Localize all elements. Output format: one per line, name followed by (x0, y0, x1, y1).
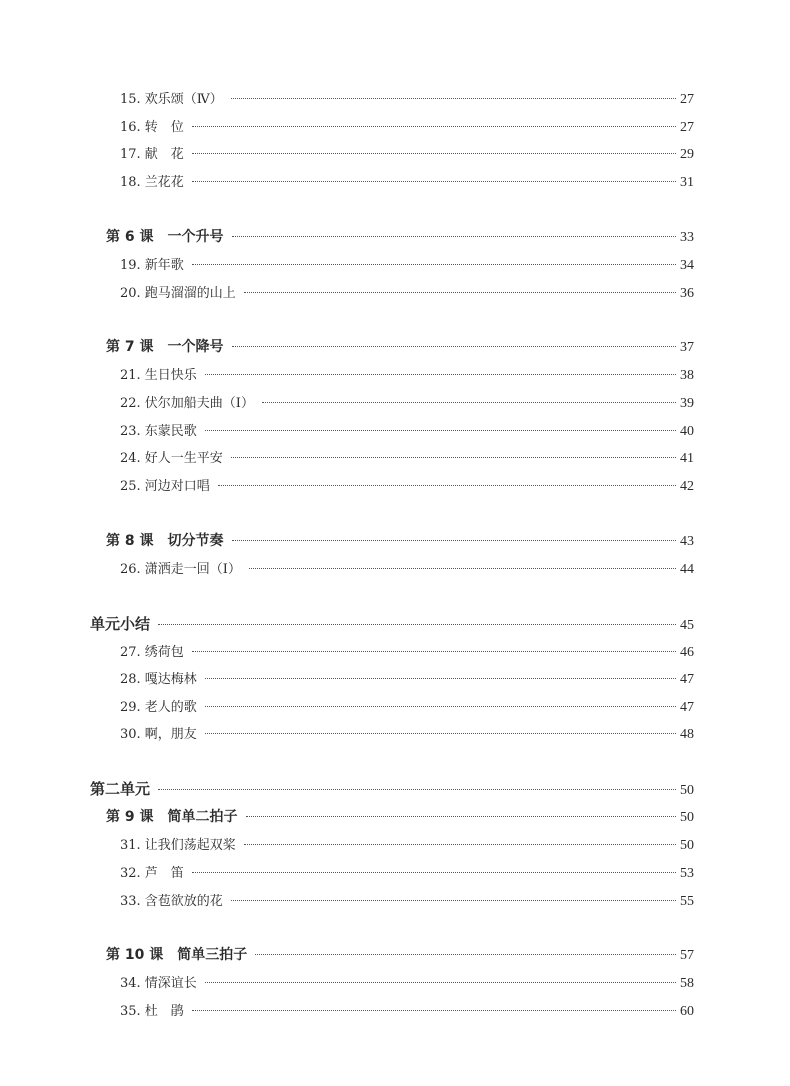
page-number: 45 (680, 618, 694, 633)
entry-title: 23. 东蒙民歌 (120, 424, 197, 439)
entry-title: 35. 杜 鹃 (120, 1004, 184, 1019)
dot-leader (205, 678, 676, 679)
page-number: 60 (680, 1004, 694, 1019)
entry-title: 第 10 课 简单三拍子 (106, 947, 248, 963)
dot-leader (158, 624, 676, 625)
entry-title: 18. 兰花花 (120, 175, 184, 190)
entry-title: 31. 让我们荡起双桨 (120, 838, 236, 853)
toc-entry (120, 723, 694, 743)
entry-title: 19. 新年歌 (120, 258, 184, 273)
page-number: 46 (680, 645, 694, 660)
page-number: 38 (680, 368, 694, 383)
toc-entry (120, 254, 694, 274)
dot-leader (192, 872, 676, 873)
dot-leader (158, 789, 676, 790)
entry-title: 30. 啊，朋友 (120, 727, 197, 742)
page-number: 57 (680, 948, 694, 963)
toc-entry (120, 696, 694, 716)
toc-entry (120, 282, 694, 302)
dot-leader (249, 568, 676, 569)
page-number: 34 (680, 258, 694, 273)
toc-entry (120, 1000, 694, 1020)
entry-title: 15. 欢乐颂（Ⅳ） (120, 92, 223, 107)
dot-leader (192, 264, 676, 265)
dot-leader (231, 457, 676, 458)
toc-lesson-heading (106, 530, 694, 550)
page-number: 29 (680, 147, 694, 162)
toc-lesson-heading (106, 944, 694, 964)
toc-entry (120, 392, 694, 412)
entry-title: 20. 跑马溜溜的山上 (120, 286, 236, 301)
dot-leader (192, 651, 676, 652)
toc-entry (120, 447, 694, 467)
toc-entry (120, 890, 694, 910)
entry-title: 22. 伏尔加船夫曲（Ⅰ） (120, 396, 254, 411)
toc-lesson-heading (106, 336, 694, 356)
dot-leader (231, 98, 676, 99)
dot-leader (192, 126, 676, 127)
toc-unit-heading (90, 778, 694, 799)
page-number: 27 (680, 120, 694, 135)
toc-entry (120, 475, 694, 495)
dot-leader (205, 733, 676, 734)
dot-leader (205, 374, 676, 375)
toc-entry (120, 668, 694, 688)
entry-title: 28. 嘎达梅林 (120, 672, 197, 687)
page-number: 58 (680, 976, 694, 991)
page-number: 42 (680, 479, 694, 494)
dot-leader (262, 402, 676, 403)
toc-unit-heading (90, 613, 694, 634)
toc-entry (120, 116, 694, 136)
entry-title: 第 7 课 一个降号 (106, 339, 224, 355)
toc-entry (120, 972, 694, 992)
dot-leader (218, 485, 676, 486)
page-number: 50 (680, 838, 694, 853)
entry-title: 33. 含苞欲放的花 (120, 894, 223, 909)
entry-title: 17. 献 花 (120, 147, 184, 162)
entry-title: 34. 情深谊长 (120, 976, 197, 991)
page-number: 33 (680, 230, 694, 245)
entry-title: 第 8 课 切分节奏 (106, 533, 224, 549)
toc-entry (120, 558, 694, 578)
toc-entry (120, 834, 694, 854)
dot-leader (232, 236, 677, 237)
page-number: 40 (680, 424, 694, 439)
dot-leader (205, 982, 676, 983)
dot-leader (205, 706, 676, 707)
entry-title: 第二单元 (90, 780, 151, 798)
toc-entry (120, 420, 694, 440)
dot-leader (231, 900, 676, 901)
page-number: 39 (680, 396, 694, 411)
page-number: 47 (680, 672, 694, 687)
dot-leader (192, 1010, 676, 1011)
dot-leader (255, 954, 676, 955)
toc-lesson-heading (106, 226, 694, 246)
page-number: 50 (680, 783, 694, 798)
entry-title: 第 9 课 简单二拍子 (106, 809, 238, 825)
page-number: 53 (680, 866, 694, 881)
toc-entry (120, 143, 694, 163)
toc-entry (120, 171, 694, 191)
entry-title: 25. 河边对口唱 (120, 479, 210, 494)
entry-title: 26. 潇洒走一回（Ⅰ） (120, 562, 241, 577)
toc-entry (120, 364, 694, 384)
dot-leader (244, 292, 676, 293)
dot-leader (232, 540, 677, 541)
entry-title: 16. 转 位 (120, 120, 184, 135)
page-number: 36 (680, 286, 694, 301)
toc-entry (120, 641, 694, 661)
page-number: 47 (680, 700, 694, 715)
dot-leader (192, 181, 676, 182)
toc-entry (120, 88, 694, 108)
entry-title: 29. 老人的歌 (120, 700, 197, 715)
entry-title: 21. 生日快乐 (120, 368, 197, 383)
dot-leader (244, 844, 676, 845)
page-number: 43 (680, 534, 694, 549)
page-number: 48 (680, 727, 694, 742)
toc-entry (120, 862, 694, 882)
dot-leader (205, 430, 676, 431)
dot-leader (232, 346, 677, 347)
page-number: 37 (680, 340, 694, 355)
entry-title: 27. 绣荷包 (120, 645, 184, 660)
entry-title: 单元小结 (90, 615, 151, 633)
entry-title: 第 6 课 一个升号 (106, 229, 224, 245)
toc-lesson-heading (106, 806, 694, 826)
page-number: 55 (680, 894, 694, 909)
page-number: 44 (680, 562, 694, 577)
page-number: 50 (680, 810, 694, 825)
page-number: 41 (680, 451, 694, 466)
dot-leader (192, 153, 676, 154)
dot-leader (246, 816, 677, 817)
entry-title: 32. 芦 笛 (120, 866, 184, 881)
entry-title: 24. 好人一生平安 (120, 451, 223, 466)
page-number: 31 (680, 175, 694, 190)
page-number: 27 (680, 92, 694, 107)
